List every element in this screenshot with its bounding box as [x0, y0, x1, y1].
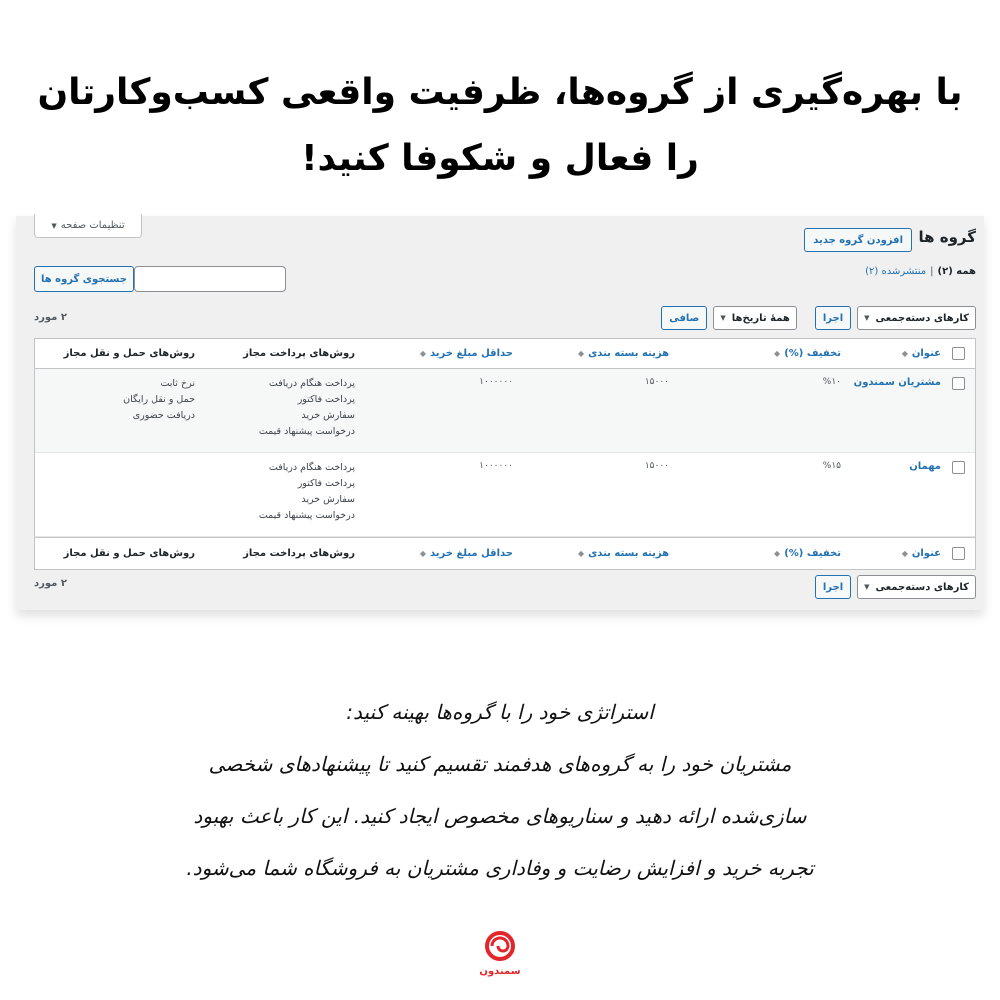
screen-options-label: تنظیمات صفحه — [60, 220, 125, 231]
filter-button[interactable]: صافی — [661, 306, 707, 330]
column-title[interactable]: عنوان ◆ — [901, 348, 941, 359]
bulk-actions-select[interactable] — [857, 306, 976, 330]
body-line-1: استراتژی خود را با گروه‌ها بهینه کنید: — [346, 700, 654, 724]
items-count: ۲ مورد — [34, 312, 67, 323]
sort-icon: ◆ — [419, 349, 426, 358]
view-published[interactable]: منتشرشده (۲) — [865, 266, 927, 277]
column-payment: روش‌های پرداخت مجاز — [243, 348, 355, 359]
table-header — [35, 339, 975, 369]
row-min-purchase: ۱۰۰۰۰۰۰ — [479, 377, 513, 387]
sort-icon: ◆ — [774, 549, 781, 558]
svg-text:سمندون: سمندون — [479, 966, 521, 977]
add-new-group-button[interactable]: افزودن گروه جدید — [804, 228, 912, 252]
column-min-purchase[interactable]: حداقل مبلغ خرید ◆ — [419, 348, 513, 359]
sort-icon: ◆ — [774, 349, 781, 358]
apply-button[interactable]: اجرا — [815, 306, 851, 330]
page-title: گروه ها — [918, 228, 976, 246]
column-title[interactable]: عنوان ◆ — [901, 548, 941, 559]
table-row — [35, 453, 975, 537]
headline — [0, 60, 1000, 192]
search-groups-button[interactable]: جستجوی گروه ها — [34, 266, 134, 292]
chevron-down-icon: ▼ — [720, 314, 726, 322]
body-line-3: سازی‌شده ارائه دهید و سناریوهای مخصوص ایجاد کنید. این کار باعث بهبود — [193, 804, 807, 828]
tablenav-bottom — [815, 575, 976, 599]
brand-logo — [472, 930, 528, 980]
select-all-checkbox[interactable] — [952, 547, 965, 560]
column-packaging[interactable]: هزینه بسته بندی ◆ — [577, 348, 669, 359]
row-title-link[interactable]: مشتریان سمندون — [853, 377, 941, 388]
tablenav-top — [661, 306, 976, 330]
sort-icon: ◆ — [419, 549, 426, 558]
body-line-2: مشتریان خود را به گروه‌های هدفمند تقسیم کنید تا پیشنهادهای شخصی — [208, 752, 792, 776]
bulk-actions-label: کارهای دسته‌جمعی — [875, 581, 969, 593]
chevron-down-icon: ▼ — [864, 583, 870, 591]
row-packaging: ۱۵۰۰۰ — [644, 461, 669, 471]
select-all-checkbox[interactable] — [952, 347, 965, 360]
row-payment-methods: پرداخت هنگام دریافت پرداخت فاکتور سفارش خرید درخواست پیشنهاد قیمت — [258, 378, 355, 437]
column-discount[interactable]: تخفیف (%) ◆ — [774, 348, 841, 359]
row-discount: %۱۵ — [822, 461, 841, 471]
groups-table — [34, 338, 976, 570]
row-title-link[interactable]: مهمان — [909, 461, 941, 472]
search-input[interactable] — [134, 266, 286, 292]
bulk-actions-label: کارهای دسته‌جمعی — [875, 312, 969, 324]
bulk-actions-select[interactable] — [857, 575, 976, 599]
row-discount: %۱۰ — [822, 377, 841, 387]
dates-label: همهٔ تاریخ‌ها — [731, 312, 790, 324]
row-checkbox[interactable] — [952, 377, 965, 390]
sort-icon: ◆ — [577, 549, 585, 558]
chevron-down-icon: ▼ — [864, 314, 870, 322]
apply-button[interactable]: اجرا — [815, 575, 851, 599]
row-min-purchase: ۱۰۰۰۰۰۰ — [479, 461, 513, 471]
column-shipping: روش‌های حمل و نقل مجاز — [63, 348, 195, 359]
row-payment-methods: پرداخت هنگام دریافت پرداخت فاکتور سفارش خرید درخواست پیشنهاد قیمت — [258, 462, 355, 521]
column-shipping: روش‌های حمل و نقل مجاز — [63, 548, 195, 559]
dates-select[interactable] — [713, 306, 797, 330]
row-shipping-methods: نرخ ثابت حمل و نقل رایگان دریافت حضوری — [123, 378, 195, 421]
column-packaging[interactable]: هزینه بسته بندی ◆ — [577, 548, 669, 559]
admin-screenshot — [16, 216, 984, 610]
body-text — [60, 686, 940, 894]
column-discount[interactable]: تخفیف (%) ◆ — [774, 548, 841, 559]
caret-down-icon: ▼ — [51, 221, 57, 230]
headline-line-2: را فعال و شکوفا کنید! — [301, 138, 699, 179]
table-footer — [35, 537, 975, 569]
view-all[interactable]: همه (۲) — [937, 266, 976, 277]
row-shipping-methods — [35, 461, 195, 536]
screen-options-button[interactable] — [34, 214, 142, 238]
view-separator: | — [930, 266, 934, 277]
items-count: ۲ مورد — [34, 578, 67, 589]
row-packaging: ۱۵۰۰۰ — [644, 377, 669, 387]
column-payment: روش‌های پرداخت مجاز — [243, 548, 355, 559]
row-checkbox[interactable] — [952, 461, 965, 474]
sort-icon: ◆ — [901, 349, 908, 358]
status-views — [865, 266, 976, 277]
column-min-purchase[interactable]: حداقل مبلغ خرید ◆ — [419, 548, 513, 559]
headline-line-1: با بهره‌گیری از گروه‌ها، ظرفیت واقعی کسب‌وکارتان — [37, 72, 963, 113]
sort-icon: ◆ — [577, 349, 585, 358]
table-row — [35, 369, 975, 453]
swirl-logo-icon — [472, 930, 528, 980]
body-line-4: تجربه خرید و افزایش رضایت و وفاداری مشتریان به فروشگاه شما می‌شود. — [186, 856, 814, 880]
sort-icon: ◆ — [901, 549, 908, 558]
